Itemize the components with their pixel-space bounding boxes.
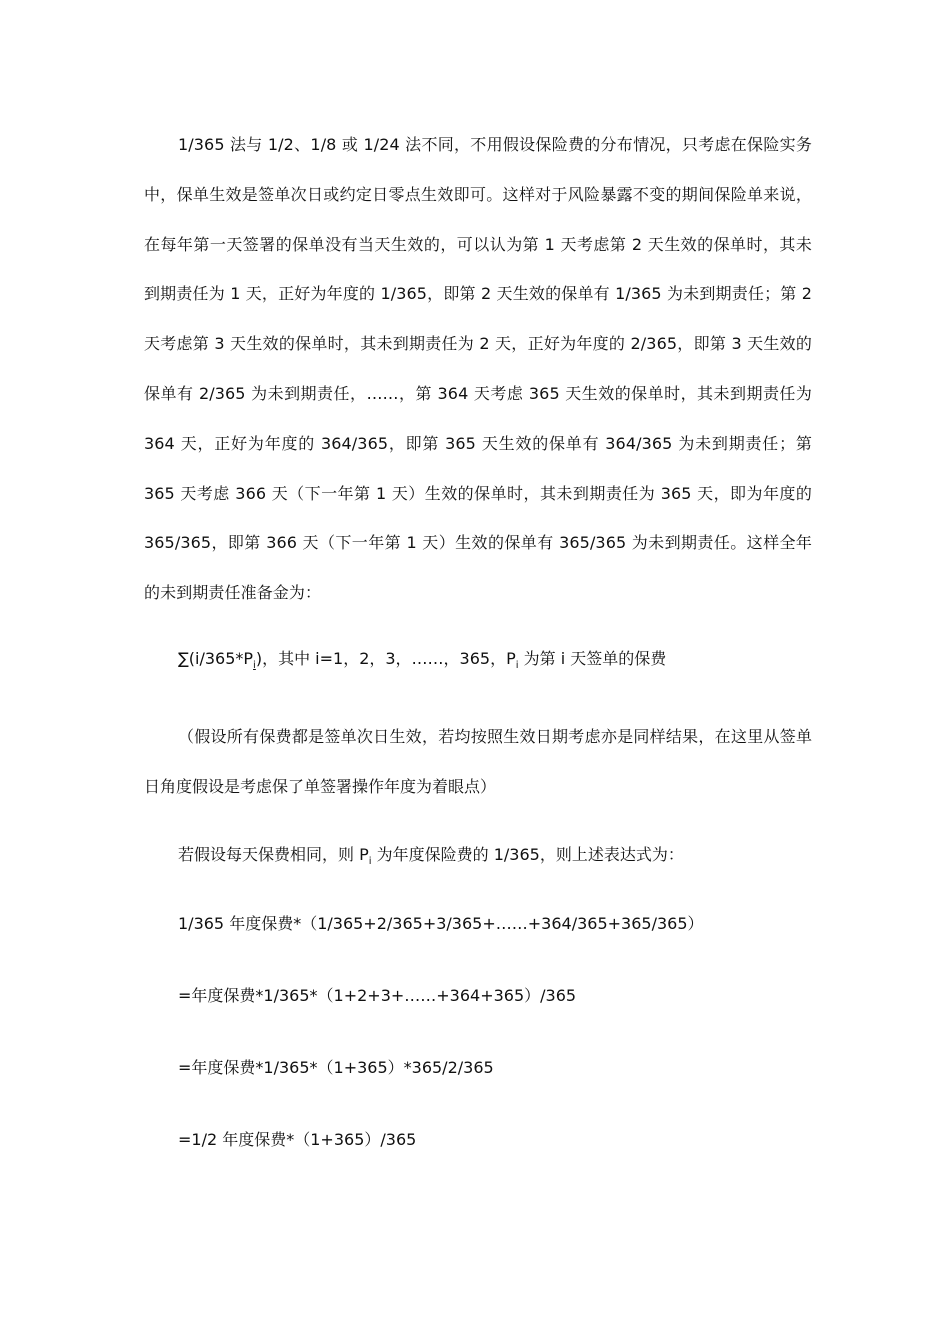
formula-p-subscript: i [515, 660, 519, 671]
assumption-subscript: i [368, 856, 372, 867]
formula-sum-close: ) [255, 649, 263, 668]
body-paragraph-method-explanation: 1/365 法与 1/2、1/8 或 1/24 法不同，不用假设保险费的分布情况，只考虑在保险实务中，保单生效是签单次日或约定日零点生效即可。这样对于风险暴露不变的期间保险单来说，在每年第一天签署的保单没有当天生效的，可以认为第 1 天考虑第 2 天生效的保单时，其未到期责任为 1 天，正好为年度的 1/365，即第 2 天生效的保单有 1/365 为未到期责任；第 2 天考虑第 3 天生效的保单时，其未到期责任为 2 天，正好为年度的 2/365，即第 3 天生效的保单有 2/365 为未到期责任，……，第 364 天考虑 365 天生效的保单时，其未到期责任为 364 天，正好为年度的 364/365，即第 365 天生效的保单有 364/365 为未到期责任；第 365 天考虑 366 天（下一年第 1 天）生效的保单时，其未到期责任为 365 天，即为年度的 365/365，即第 366 天（下一年第 1 天）生效的保单有 365/365 为未到期责任。这样全年的未到期责任准备金为： [144, 135, 812, 603]
equation-line-2: =年度保费*1/365*（1+2+3+……+364+365）/365 [178, 986, 577, 1005]
body-paragraph-assumption-note: （假设所有保费都是签单次日生效，若均按照生效日期考虑亦是同样结果，在这里从签单日角度假设是考虑保了单签署操作年度为着眼点） [144, 727, 812, 796]
equation-line-4: =1/2 年度保费*（1+365）/365 [178, 1130, 417, 1149]
equation-line-1: 1/365 年度保费*（1/365+2/365+3/365+……+364/365+365/365） [178, 914, 704, 933]
formula-range-text: ，其中 i=1，2，3，……，365，P [262, 649, 516, 668]
sum-formula-line [178, 646, 666, 672]
formula-sum-subscript: i [253, 660, 256, 671]
assumption-suffix: 为年度保险费的 1/365，则上述表达式为： [371, 845, 684, 864]
equal-premium-assumption-line [178, 842, 684, 868]
formula-tail-text: 为第 i 天签单的保费 [518, 649, 667, 668]
assumption-prefix: 若假设每天保费相同，则 P [178, 845, 369, 864]
equation-line-3: =年度保费*1/365*（1+365）*365/2/365 [178, 1058, 494, 1077]
formula-sum-prefix: ∑(i/365*P [178, 649, 254, 668]
